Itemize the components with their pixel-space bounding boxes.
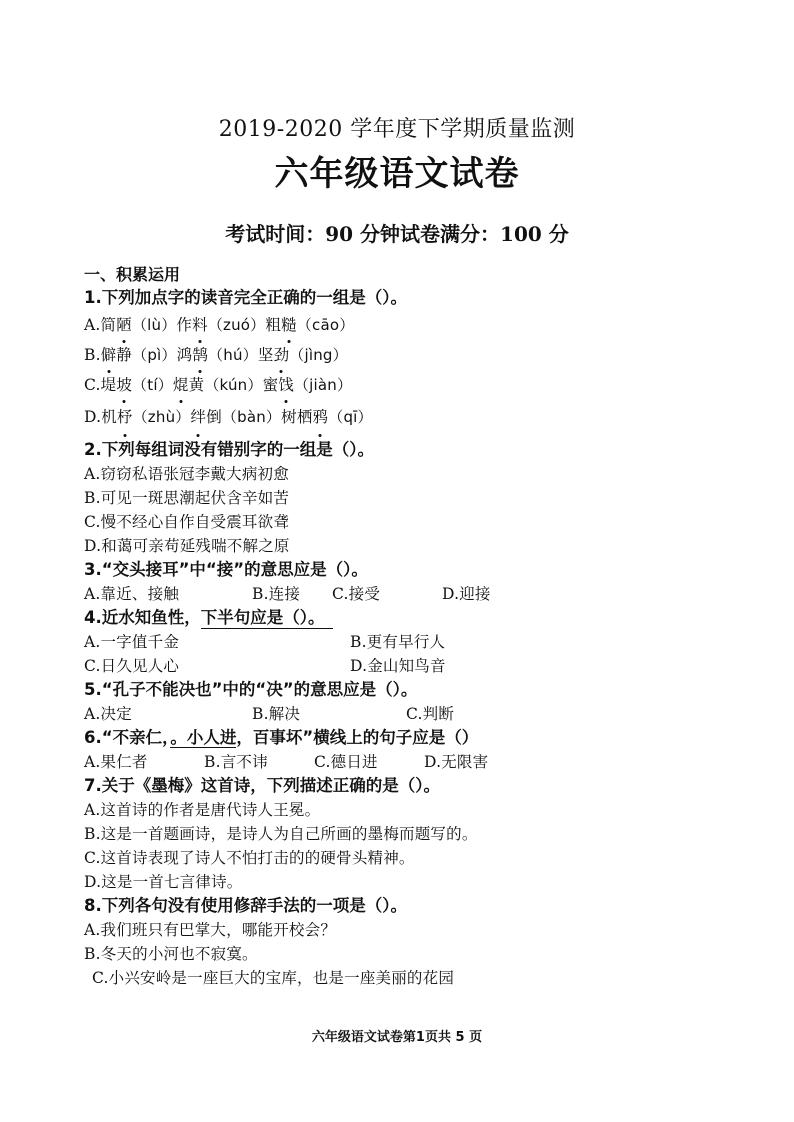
question-1-option-c: C.堤坡（tí）焜黄（kún）蜜饯（jiàn） xyxy=(84,370,724,400)
question-6-stem: 6.“不亲仁，。小人进，百事坏”横线上的句子应是（） xyxy=(84,728,479,747)
question-4-stem: 4.近水知鱼性，下半句应是（）。 xyxy=(84,606,724,630)
question-7-option-b: B.这是一首题画诗，是诗人为自己所画的墨梅而题写的。 xyxy=(84,825,478,843)
question-8-option-b: B.冬天的小河也不寂寞。 xyxy=(84,945,258,963)
question-2-option-a: A.窃窃私语张冠李戴大病初愈 xyxy=(84,465,289,483)
question-1-option-a: A.简陋（lù）作料（zuó）粗糙（cāo） xyxy=(84,310,724,340)
question-3-option-a: A.靠近、接触 xyxy=(84,585,180,603)
question-4-option-c: C.日久见人心 xyxy=(84,657,180,675)
exam-subtitle: 2019-2020 学年度下学期质量监测 xyxy=(218,117,576,142)
question-4-option-d: D.金山知鸟音 xyxy=(350,657,446,675)
exam-title: 六年级语文试卷 xyxy=(274,154,520,194)
question-7-option-c: C.这首诗表现了诗人不怕打击的的硬骨头精神。 xyxy=(84,849,415,867)
question-1-option-b: B.僻静（pì）鸿鹄（hú）坚劲（jìng） xyxy=(84,340,724,370)
question-8-stem: 8.下列各句没有使用修辞手法的一项是（）。 xyxy=(84,896,407,915)
page-footer: 六年级语文试卷第1页共 5 页 xyxy=(311,1030,483,1045)
question-5-option-a: A.决定 xyxy=(84,705,132,723)
question-1-option-d: D.机杼（zhù）绊倒（bàn）树栖鸦（qī） xyxy=(84,400,724,434)
question-8-option-c: C.小兴安岭是一座巨大的宝库，也是一座美丽的花园 xyxy=(92,969,455,987)
question-4-options-row1 xyxy=(84,630,724,654)
question-3-option-d: D.迎接 xyxy=(442,585,491,603)
question-7-option-a: A.这首诗的作者是唐代诗人王冕。 xyxy=(84,801,321,819)
question-5-option-b: B.解决 xyxy=(252,705,301,723)
question-3-stem: 3.“交头接耳”中“接”的意思应是（）。 xyxy=(84,560,368,579)
question-3-options xyxy=(84,582,724,606)
question-4-option-b: B.更有早行人 xyxy=(350,633,446,651)
question-content xyxy=(84,264,724,990)
question-5-options xyxy=(84,702,724,726)
question-1-stem: 1.下列加点字的读音完全正确的一组是（）。 xyxy=(84,288,407,307)
question-6-option-c: C.德日进 xyxy=(314,753,378,771)
question-2-option-c: C.慢不经心自作自受震耳欲聋 xyxy=(84,513,290,531)
question-4-option-a: A.一字值千金 xyxy=(84,633,180,651)
question-2-stem: 2.下列每组词没有错别字的一组是（）。 xyxy=(84,440,374,459)
question-3-option-c: C.接受 xyxy=(332,585,381,603)
question-2-option-d: D.和蔼可亲苟延残喘不解之原 xyxy=(84,537,290,555)
question-5-stem: 5.“孔子不能决也”中的“决”的意思应是（）。 xyxy=(84,680,418,699)
question-6-options xyxy=(84,750,724,774)
section-heading: 一、积累运用 xyxy=(84,265,181,284)
exam-info: 考试时间：90 分钟试卷满分：100 分 xyxy=(225,222,569,246)
question-8-option-a: A.我们班只有巴掌大，哪能开校会？ xyxy=(84,921,337,939)
question-2-option-b: B.可见一斑思潮起伏含辛如苦 xyxy=(84,489,290,507)
question-6-option-d: D.无限害 xyxy=(424,753,489,771)
question-3-option-b: B.连接 xyxy=(252,585,301,603)
question-7-option-d: D.这是一首七言律诗。 xyxy=(84,873,243,891)
question-5-option-c: C.判断 xyxy=(406,705,455,723)
question-4-options-row2 xyxy=(84,654,724,678)
question-6-option-b: B.言不讳 xyxy=(204,753,268,771)
question-6-option-a: A.果仁者 xyxy=(84,753,148,771)
question-7-stem: 7.关于《墨梅》这首诗，下列描述正确的是（）。 xyxy=(84,776,440,795)
